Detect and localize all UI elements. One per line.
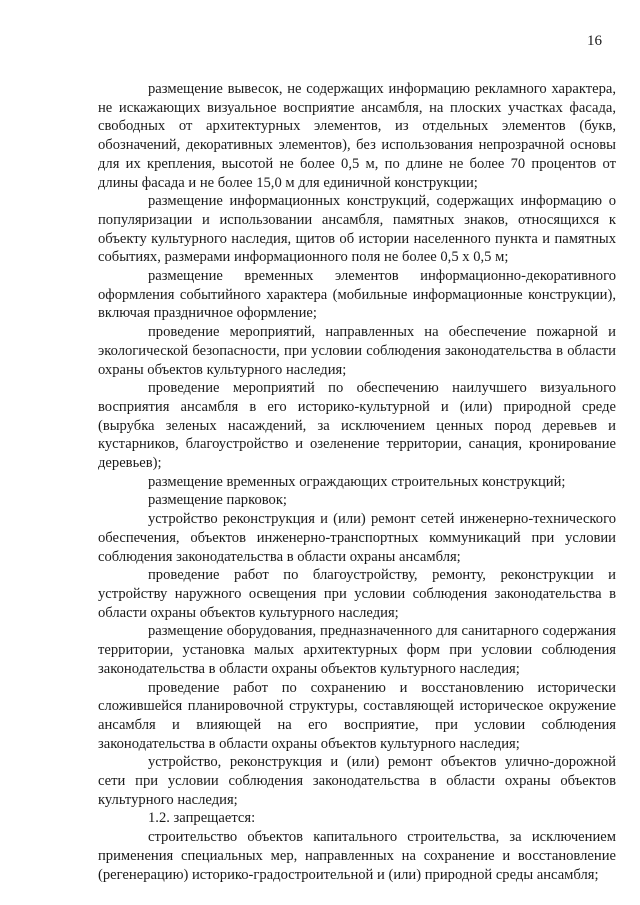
- page-number: 16: [587, 33, 602, 49]
- paragraph-sanitary-equipment: размещение оборудования, предназначенного для санитарного содержания территории, установка малых архитектурных форм при условии соблюдения законодательства в области охраны объектов культурного наследия;: [98, 623, 616, 677]
- paragraph-info-structures: размещение информационных конструкций, содержащих информацию о популяризации и использовании ансамбля, памятных знаков, относящихся к объекту культурного наследия, щитов об истории населенного пункта и памятных событиях, размерами информационного поля не более 0,5 х 0,5 м;: [98, 193, 616, 266]
- paragraph-temporary-fencing: размещение временных ограждающих строительных конструкций;: [148, 473, 566, 490]
- paragraph-temporary-decor: размещение временных элементов информационно-декоративного оформления событийного характера (мобильные информационные конструкции), включая праздничное оформление;: [98, 268, 616, 322]
- paragraph-fire-safety: проведение мероприятий, направленных на обеспечение пожарной и экологической безопасности, при условии соблюдения законодательства в области охраны объектов культурного наследия;: [98, 324, 616, 378]
- paragraph-landscaping-lighting: проведение работ по благоустройству, ремонту, реконструкции и устройству наружного освещения при условии соблюдения законодательства в области охраны объектов культурного наследия;: [98, 567, 616, 621]
- paragraph-parking: размещение парковок;: [148, 492, 287, 509]
- paragraph-engineering-networks: устройство реконструкция и (или) ремонт сетей инженерно-технического обеспечения, объектов инженерно-транспортных коммуникаций при условии соблюдения законодательства в области охраны ансамбля;: [98, 511, 616, 565]
- section-heading-prohibited: 1.2. запрещается:: [148, 810, 256, 827]
- paragraph-capital-construction: строительство объектов капитального строительства, за исключением применения специальных мер, направленных на сохранение и восстановление (регенерацию) историко-градостроительной и (или) природной среды ансамбля;: [98, 829, 616, 883]
- paragraph-visual-perception: проведение мероприятий по обеспечению наилучшего визуального восприятия ансамбля в его историко-культурной и (или) природной среде (вырубка зеленых насаждений, за исключением ценных пород деревьев и кустарников, благоустройство и озеленение территории, санация, кронирование деревьев);: [98, 380, 616, 472]
- paragraph-signage: размещение вывесок, не содержащих информацию рекламного характера, не искажающих визуальное восприятие ансамбля, на плоских участках фасада, свободных от архитектурных элементов, из отдельных элементов (букв, обозначений, декоративных элементов), без использования непрозрачной основы для их крепления, высотой не более 0,5 м, по длине не более 70 процентов от длины фасада и не более 15,0 м для единичной конструкции;: [98, 81, 616, 191]
- paragraph-historic-structure: проведение работ по сохранению и восстановлению исторически сложившейся планировочной структуры, составляющей историческое окружение ансамбля и влияющей на его восприятие, при условии соблюдения законодательства в области охраны объектов культурного наследия;: [98, 679, 616, 752]
- paragraph-road-network: устройство, реконструкция и (или) ремонт объектов улично-дорожной сети при условии соблюдения законодательства в области охраны объектов культурного наследия;: [98, 754, 616, 808]
- document-body: [98, 80, 616, 884]
